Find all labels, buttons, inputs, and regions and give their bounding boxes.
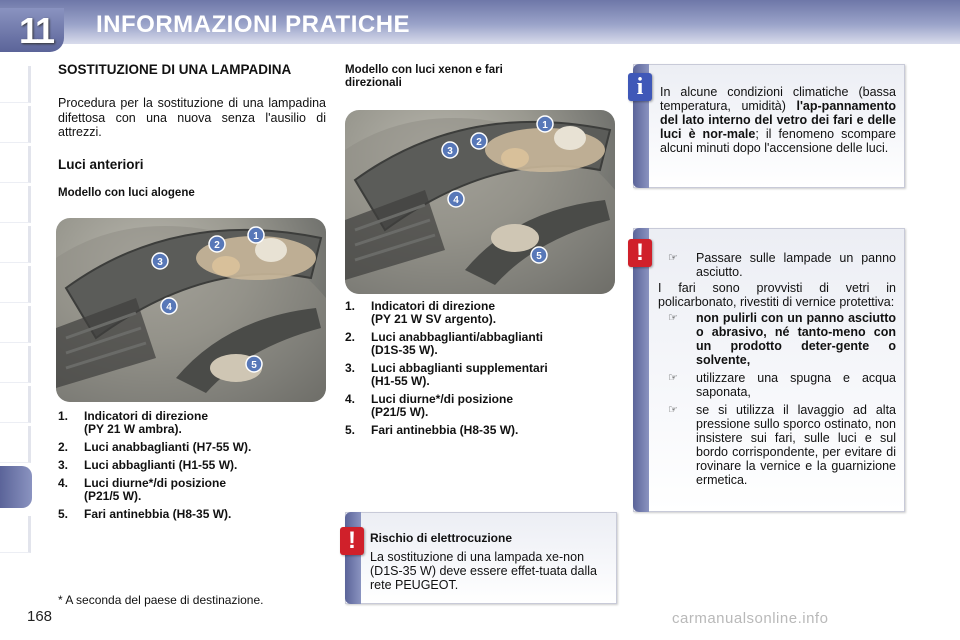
subsection-title: Luci anteriori <box>58 157 144 172</box>
bullet-text: non pulirli con un panno asciutto o abrasivo, né tanto-meno con un prodotto deter-gente o solvente, <box>696 311 896 367</box>
side-tab[interactable] <box>0 106 31 143</box>
svg-text:2: 2 <box>214 240 220 251</box>
pointing-hand-icon: ☞ <box>668 252 678 264</box>
list-item <box>345 424 625 437</box>
bullet-text: utilizzare una spugna e acqua saponata, <box>696 371 896 399</box>
info-text-part: In alcune condizioni climatiche (bassa temperatura, umidità) <box>660 85 896 113</box>
side-tab[interactable] <box>0 306 31 343</box>
chapter-side-tabs <box>0 60 32 580</box>
page-number: 168 <box>27 608 53 625</box>
warning-icon: ! <box>340 527 364 555</box>
pointing-hand-icon: ☞ <box>668 312 678 324</box>
halogen-model-title: Modello con luci alogene <box>58 187 195 199</box>
item-text: Luci abbaglianti (H1-55 W). <box>84 458 238 472</box>
xenon-model-title <box>345 64 595 90</box>
svg-text:3: 3 <box>447 146 453 157</box>
bullet-item <box>658 311 896 367</box>
info-box <box>633 64 905 188</box>
item-text: (P21/5 W). <box>84 489 142 503</box>
item-number: 2. <box>58 440 69 454</box>
info-text-part: ; il fenomeno scompare alcuni minuti dopo l'accensione delle luci. <box>660 127 896 155</box>
side-tab[interactable] <box>0 66 31 103</box>
footnote: * A seconda del paese di destinazione. <box>58 593 264 607</box>
item-text: Luci anabbaglianti (H7-55 W). <box>84 440 252 454</box>
bullet-text: Passare sulle lampade un panno asciutto. <box>696 251 896 279</box>
headlight-care-warning-box <box>633 228 905 512</box>
side-tab[interactable] <box>0 146 31 183</box>
item-number: 1. <box>58 409 69 423</box>
electrocution-warning-box <box>345 512 617 604</box>
electrocution-text <box>370 531 608 592</box>
item-number: 4. <box>58 476 69 490</box>
list-item <box>58 441 328 454</box>
svg-text:1: 1 <box>253 231 259 242</box>
list-item <box>58 410 328 436</box>
item-text: Indicatori di direzione <box>84 409 209 423</box>
chapter-number: 11 <box>18 10 54 51</box>
item-text: Indicatori di direzione <box>371 299 496 313</box>
side-tab[interactable] <box>0 386 31 423</box>
item-text: (H1-55 W). <box>371 374 430 388</box>
page-title: INFORMAZIONI PRATICHE <box>96 11 411 38</box>
svg-text:3: 3 <box>157 257 163 268</box>
side-tab[interactable] <box>0 186 31 223</box>
item-number: 5. <box>58 507 69 521</box>
xenon-model-title-line: Modello con luci xenon e fari <box>345 64 503 76</box>
list-item <box>345 300 625 326</box>
pointing-hand-icon: ☞ <box>668 404 678 416</box>
side-tab[interactable] <box>0 226 31 263</box>
svg-text:2: 2 <box>476 137 482 148</box>
side-tab[interactable] <box>0 346 31 383</box>
info-text-bold: l'ap-pannamento del lato interno del vetro dei fari e delle luci è nor-male <box>660 99 896 141</box>
box-accent-bar <box>345 512 361 604</box>
xenon-headlight-photo <box>345 110 615 294</box>
side-tab[interactable] <box>0 516 31 553</box>
item-text: Fari antinebbia (H8-35 W). <box>371 423 519 437</box>
list-item <box>58 459 328 472</box>
list-item <box>345 331 625 357</box>
item-text: (PY 21 W SV argento). <box>371 312 497 326</box>
bullet-text: se si utilizza il lavaggio ad alta pressione sullo sporco ostinato, non insistere sui fari, sulle luci e sul bordo corrispondente, per evitare di rovinare la vernice e la guarnizione ermetica. <box>696 403 896 487</box>
svg-text:5: 5 <box>251 360 257 371</box>
svg-text:4: 4 <box>453 195 459 206</box>
electrocution-title: Rischio di elettrocuzione <box>370 531 513 545</box>
halogen-headlight-photo <box>56 218 326 402</box>
list-item <box>58 508 328 521</box>
electrocution-body: La sostituzione di una lampada xe-non (D1S-35 W) deve essere effet-tuata dalla rete PEUGEOT. <box>370 550 597 592</box>
side-tab[interactable] <box>0 426 31 463</box>
bullet-item <box>658 251 896 279</box>
intro-text: Procedura per la sostituzione di una lampadina difettosa con una nuova senza l'ausilio di attrezzi. <box>58 96 326 139</box>
section-title: SOSTITUZIONE DI UNA LAMPADINA <box>58 62 292 77</box>
side-tab[interactable] <box>0 266 31 303</box>
item-number: 2. <box>345 330 356 344</box>
svg-text:5: 5 <box>536 251 542 262</box>
item-number: 4. <box>345 392 356 406</box>
halogen-bulb-list <box>58 410 328 526</box>
watermark: carmanualsonline.info <box>672 610 829 627</box>
svg-text:4: 4 <box>166 302 172 313</box>
list-item <box>345 393 625 419</box>
warning-icon: ! <box>628 239 652 267</box>
list-item <box>345 362 625 388</box>
list-item <box>58 477 328 503</box>
bullet-item <box>658 371 896 399</box>
item-number: 5. <box>345 423 356 437</box>
info-text <box>660 85 896 155</box>
item-number: 3. <box>345 361 356 375</box>
warning-text <box>658 251 896 487</box>
item-text: Luci abbaglianti supplementari <box>371 361 548 375</box>
headlight-illustration <box>345 110 615 294</box>
item-text: Luci diurne*/di posizione <box>371 392 514 406</box>
item-number: 3. <box>58 458 69 472</box>
item-text: Luci diurne*/di posizione <box>84 476 227 490</box>
xenon-bulb-list <box>345 300 625 442</box>
side-tab-active[interactable] <box>0 466 32 508</box>
pointing-hand-icon: ☞ <box>668 372 678 384</box>
item-text: Luci anabbaglianti/abbaglianti <box>371 330 544 344</box>
info-icon: i <box>628 73 652 101</box>
item-number: 1. <box>345 299 356 313</box>
headlight-illustration <box>56 218 326 402</box>
bullet-item <box>658 403 896 487</box>
item-text: (P21/5 W). <box>371 405 429 419</box>
item-text: (D1S-35 W). <box>371 343 438 357</box>
item-text: Fari antinebbia (H8-35 W). <box>84 507 232 521</box>
item-text: (PY 21 W ambra). <box>84 422 182 436</box>
xenon-model-title-line: direzionali <box>345 77 402 89</box>
warning-paragraph: I fari sono provvisti di vetri in policarbonato, rivestiti di vernice protettiva: <box>658 281 896 309</box>
box-accent-bar <box>633 228 649 512</box>
svg-text:1: 1 <box>542 120 548 131</box>
